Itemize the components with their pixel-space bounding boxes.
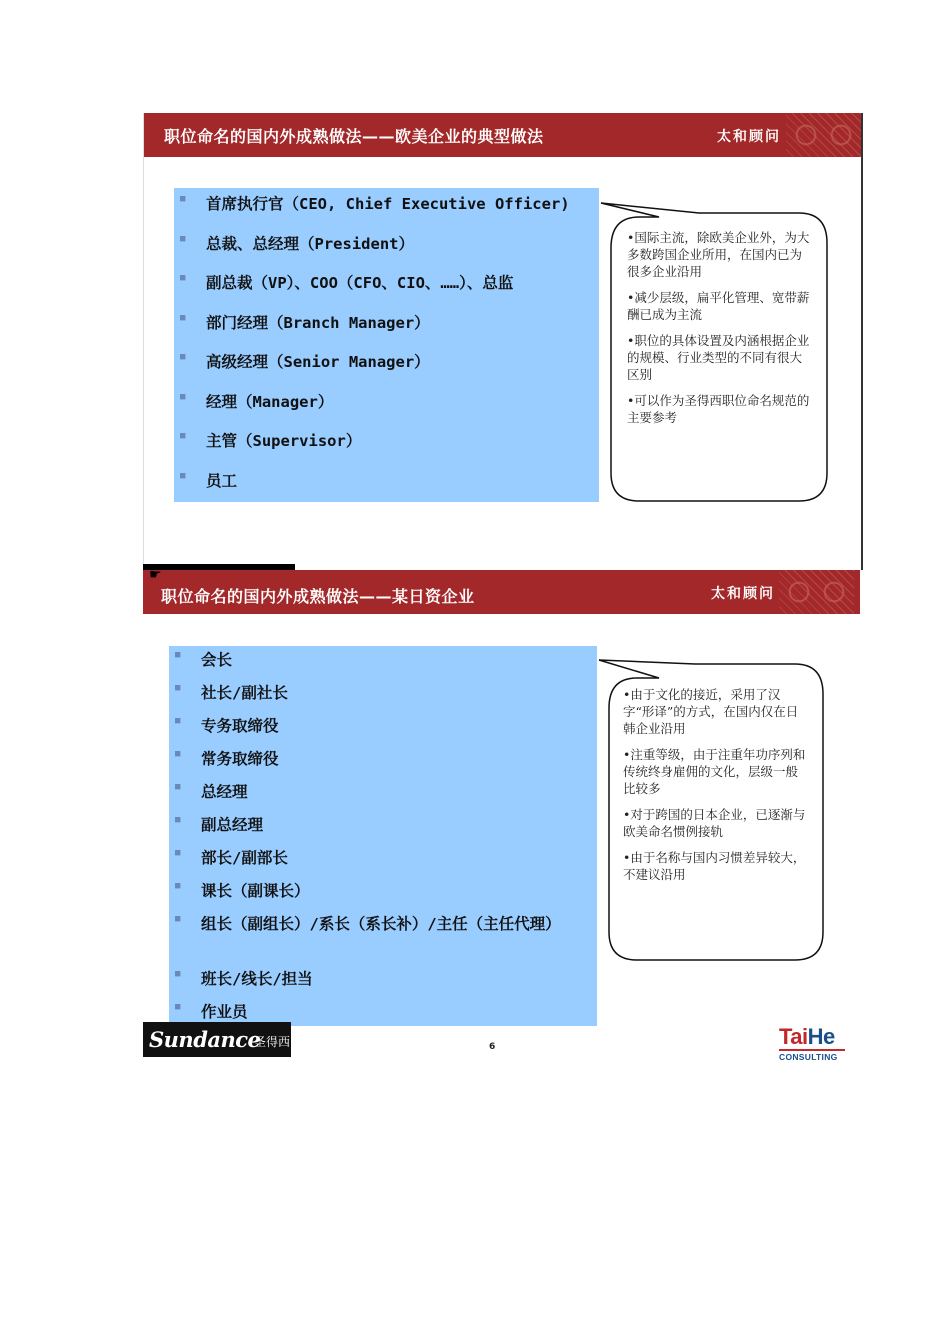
note-item: •注重等级，由于注重年功序列和传统终身雇佣的文化，层级一般比较多: [623, 747, 806, 796]
brand-label: 太和顾问: [711, 586, 775, 602]
decorative-pattern: [786, 113, 861, 157]
square-bullet-icon: ■: [175, 1002, 181, 1012]
slide-western-practice: [143, 113, 863, 570]
slide-title: 职位命名的国内外成熟做法——欧美企业的典型做法: [164, 127, 544, 146]
callout-notes: [627, 229, 813, 435]
note-item: •由于文化的接近，采用了汉字“形译”的方式，在国内仅在日韩企业沿用: [623, 687, 799, 736]
callout-notes: [623, 686, 809, 892]
square-bullet-icon: ■: [180, 273, 186, 283]
decorative-pattern: [779, 570, 854, 614]
taihe-logo-he: He: [807, 1024, 835, 1049]
square-bullet-icon: ■: [180, 431, 186, 441]
square-bullet-icon: ■: [175, 914, 181, 924]
square-bullet-icon: ■: [180, 313, 186, 323]
square-bullet-icon: ■: [175, 848, 181, 858]
square-bullet-icon: ■: [175, 716, 181, 726]
slide-japanese-practice: [143, 570, 860, 1060]
square-bullet-icon: ■: [175, 650, 181, 660]
slide-header: [144, 113, 861, 157]
logo-script-text: Sundance: [149, 1027, 261, 1052]
page-number: 6: [489, 1042, 496, 1052]
slide-header: [143, 570, 860, 614]
callout-bubble: [599, 193, 839, 505]
note-item: •职位的具体设置及内涵根据企业的规模、行业类型的不同有很大区别: [627, 333, 810, 382]
taihe-logo: [779, 1026, 851, 1062]
position-list-box: ■ 首席执行官（CEO, Chief Executive Officer) ■ 总裁、总经理（President） ■ 副总裁（VP）、COO（CFO、CIO、……）、总监 ■ 部门经理（Branch Manager） ■ 高级经理（Senior Manager） ■ 经理（Manager） ■ 主管（Supervisor） ■ 员工: [174, 188, 599, 502]
note-item: •国际主流，除欧美企业外，为大多数跨国企业所用，在国内已为很多企业沿用: [627, 230, 810, 279]
square-bullet-icon: ■: [175, 815, 181, 825]
sundance-logo: [143, 1022, 291, 1057]
square-bullet-icon: ■: [180, 471, 186, 481]
note-item: •由于名称与国内习惯差异较大，不建议沿用: [623, 850, 806, 882]
callout-bubble: [597, 650, 837, 962]
taihe-logo-sub: CONSULTING: [779, 1049, 845, 1062]
logo-cn-text: 圣得西: [254, 1035, 291, 1049]
square-bullet-icon: ■: [180, 194, 186, 204]
square-bullet-icon: ■: [175, 749, 181, 759]
note-item: •对于跨国的日本企业，已逐渐与欧美命名惯例接轨: [623, 807, 806, 839]
square-bullet-icon: ■: [180, 234, 186, 244]
square-bullet-icon: ■: [175, 881, 181, 891]
square-bullet-icon: ■: [175, 683, 181, 693]
note-item: •可以作为圣得西职位命名规范的主要参考: [627, 393, 810, 425]
square-bullet-icon: ■: [180, 352, 186, 362]
brand-label: 太和顾问: [717, 129, 781, 145]
position-list-box: ■ 会长 ■ 社长/副社长 ■ 专务取缔役 ■ 常务取缔役 ■ 总经理 ■ 副总经理 ■ 部长/副部长 ■ 课长（副课长） ■ 组长（副组长）/系长（系长补）/主任（主任代理） ■ 班长/线长/担当 ■ 作业员: [169, 646, 597, 1026]
note-item: •减少层级，扁平化管理、宽带薪酬已成为主流: [627, 290, 810, 322]
taihe-logo-tai: Tai: [779, 1024, 808, 1049]
slide-title: 职位命名的国内外成熟做法——某日资企业: [161, 587, 475, 606]
square-bullet-icon: ■: [180, 392, 186, 402]
square-bullet-icon: ■: [175, 969, 181, 979]
pointing-hand-icon: ☛: [149, 570, 162, 583]
square-bullet-icon: ■: [175, 782, 181, 792]
